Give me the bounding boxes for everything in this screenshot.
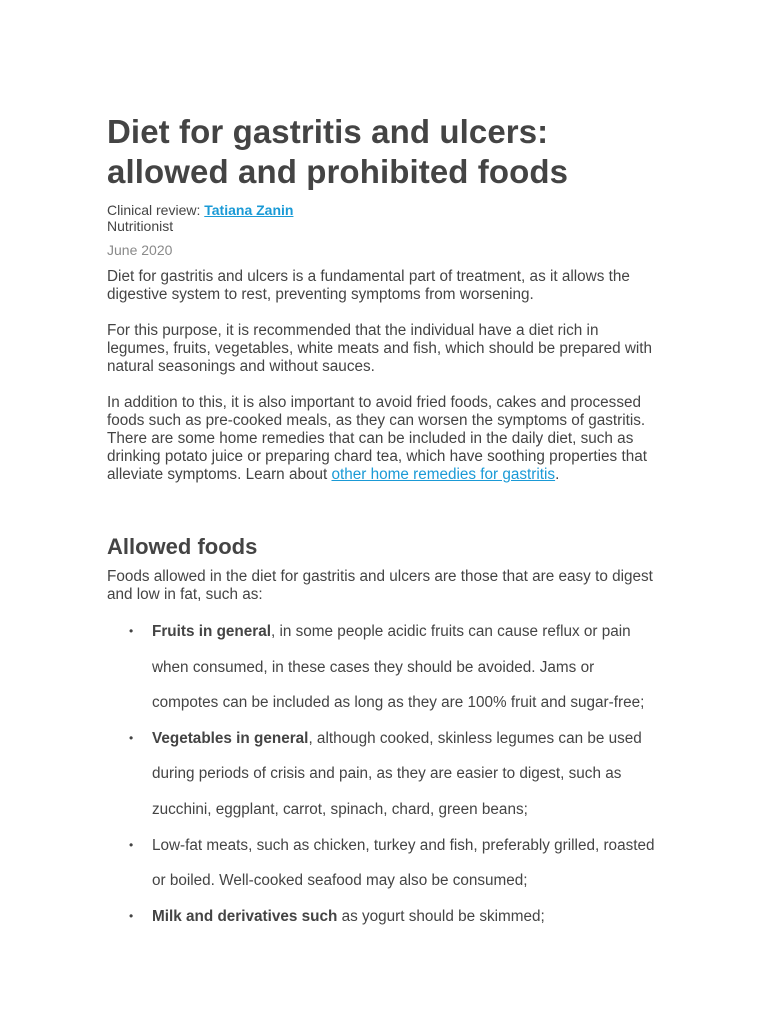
allowed-foods-heading: Allowed foods — [107, 534, 258, 559]
item-bold: Fruits in general — [152, 623, 271, 640]
list-item — [107, 899, 662, 935]
paragraph-2: For this purpose, it is recommended that the individual have a diet rich in legumes, fruits, vegetables, white meats and fish, which should be prepared with natural seasonings and without sauces. — [107, 322, 653, 375]
item-text: , although cooked, skinless legumes can be used during periods of crisis and pain, as they are easier to digest, such as zucchini, eggplant, carrot, spinach, chard, green beans; — [152, 729, 642, 818]
bullet-icon: • — [129, 908, 134, 923]
bullet-icon: • — [129, 837, 134, 852]
publish-date: June 2020 — [107, 242, 173, 258]
paragraph-1: Diet for gastritis and ulcers is a fundamental part of treatment, as it allows the digestive system to rest, preventing symptoms from worsening. — [107, 268, 630, 303]
paragraph-3-text: In addition to this, it is also important to avoid fried foods, cakes and processed foods such as pre-cooked meals, as they can worsen the symptoms of gastritis. There are some home remedies that can be included in the daily diet, such as drinking potato juice or preparing chard tea, which have soothing properties that alleviate symptoms. Learn about — [107, 394, 647, 483]
bullet-icon: • — [129, 624, 134, 638]
item-bold: Milk and derivatives such — [152, 907, 338, 925]
item-text: , in some people acidic fruits can cause reflux or pain when consumed, in these cases they should be avoided. Jams or compotes can be included as long as they are 100% fruit and sugar-free; — [152, 623, 645, 712]
reviewer-role: Nutritionist — [107, 218, 174, 234]
allowed-foods-list — [107, 614, 662, 934]
item-text: as yogurt should be skimmed; — [337, 907, 545, 925]
clinical-review — [107, 202, 662, 218]
item-bold: Vegetables in general — [152, 729, 309, 747]
bullet-icon: • — [129, 730, 134, 745]
allowed-foods-intro: Foods allowed in the diet for gastritis and ulcers are those that are easy to digest and low in fat, such as: — [107, 568, 653, 603]
article — [107, 112, 662, 934]
list-item — [107, 614, 662, 721]
list-item — [107, 721, 662, 828]
reviewer-link[interactable]: Tatiana Zanin — [204, 202, 294, 218]
item-text: Low-fat meats, such as chicken, turkey and fish, preferably grilled, roasted or boiled. Well-cooked seafood may also be consumed; — [152, 836, 655, 890]
paragraph-3-end: . — [555, 466, 560, 483]
list-item — [107, 828, 662, 899]
home-remedies-link[interactable]: other home remedies for gastritis — [331, 466, 556, 483]
paragraph-3 — [107, 394, 662, 484]
page-title: Diet for gastritis and ulcers: allowed and prohibited foods — [107, 113, 569, 190]
review-label: Clinical review: — [107, 202, 205, 218]
